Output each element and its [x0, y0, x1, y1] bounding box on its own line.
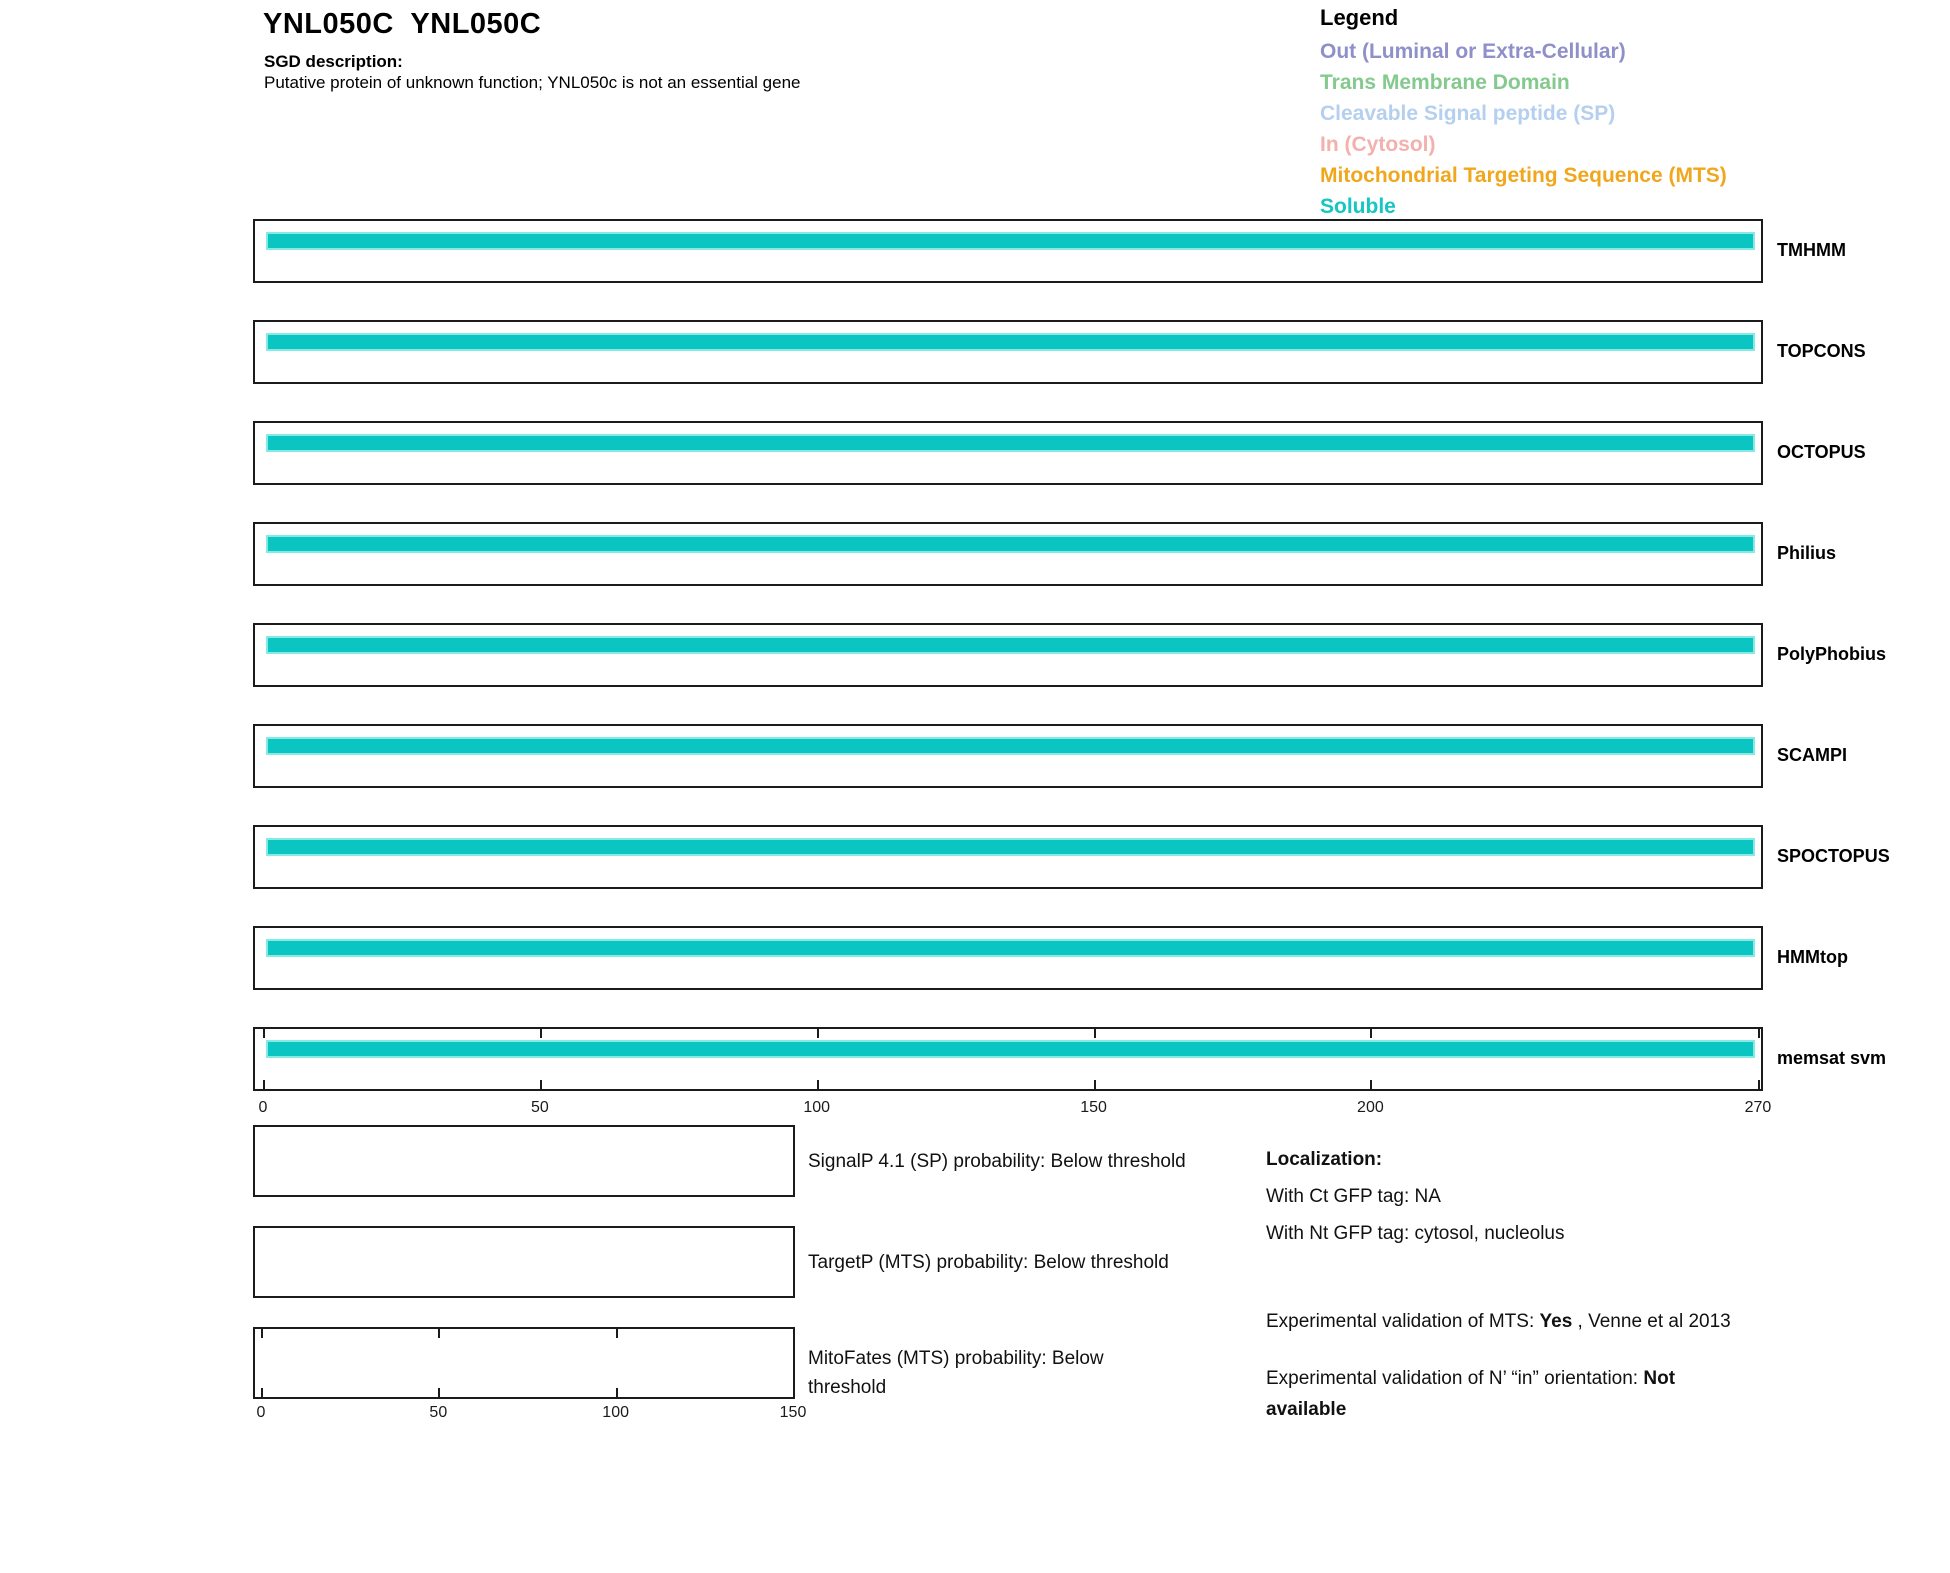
sub-axis-tick — [438, 1329, 440, 1338]
soluble-bar — [266, 636, 1755, 654]
track-label: SCAMPI — [1777, 745, 1848, 765]
axis-tick — [540, 1080, 542, 1089]
legend-entry: Soluble — [1320, 195, 1396, 218]
soluble-bar — [266, 737, 1755, 755]
sub-axis-tick — [261, 1329, 263, 1338]
legend-entry: Mitochondrial Targeting Sequence (MTS) — [1320, 164, 1727, 187]
localization-nt-gfp: With Nt GFP tag: cytosol, nucleolus — [1266, 1223, 1565, 1244]
legend-title: Legend — [1320, 5, 1399, 30]
axis-tick — [1094, 1029, 1096, 1038]
sub-axis-tick-label: 100 — [602, 1404, 630, 1421]
track-box — [253, 926, 1763, 990]
mts-validation-prefix: Experimental validation of MTS: — [1266, 1311, 1540, 1332]
probability-label: TargetP (MTS) probability: Below threshold — [808, 1252, 1169, 1273]
axis-tick — [817, 1029, 819, 1038]
orientation-validation-prefix: Experimental validation of N’ “in” orientation: — [1266, 1368, 1644, 1389]
orientation-validation-value: Not available — [1266, 1368, 1676, 1420]
track-box — [253, 1027, 1763, 1091]
axis-tick — [540, 1029, 542, 1038]
legend-entry: Trans Membrane Domain — [1320, 71, 1570, 94]
soluble-bar — [266, 333, 1755, 351]
soluble-bar — [266, 838, 1755, 856]
track-box — [253, 320, 1763, 384]
axis-tick-label: 200 — [1357, 1099, 1384, 1116]
localization-title: Localization: — [1266, 1149, 1383, 1170]
axis-tick — [1758, 1080, 1760, 1089]
sub-axis-tick — [793, 1388, 795, 1397]
soluble-bar — [266, 1040, 1755, 1058]
legend-entry: In (Cytosol) — [1320, 133, 1436, 156]
sub-axis-tick — [793, 1329, 795, 1338]
track-box — [253, 825, 1763, 889]
sgd-description-label: SGD description: — [264, 52, 403, 71]
gene-title: YNL050C YNL050C — [263, 8, 542, 40]
mts-validation-value: Yes — [1539, 1311, 1573, 1332]
soluble-bar — [266, 232, 1755, 250]
track-box — [253, 724, 1763, 788]
track-label: HMMtop — [1777, 947, 1848, 967]
axis-tick — [263, 1080, 265, 1089]
axis-tick-label: 150 — [1080, 1099, 1107, 1116]
axis-tick-label: 270 — [1744, 1099, 1772, 1116]
legend-entry: Out (Luminal or Extra-Cellular) — [1320, 40, 1626, 63]
axis-tick — [817, 1080, 819, 1089]
track-box — [253, 522, 1763, 586]
probability-box — [253, 1226, 795, 1298]
axis-tick — [1370, 1029, 1372, 1038]
soluble-bar — [266, 434, 1755, 452]
probability-label: SignalP 4.1 (SP) probability: Below threshold — [808, 1151, 1186, 1172]
localization-ct-gfp: With Ct GFP tag: NA — [1266, 1186, 1441, 1207]
sub-axis-tick — [616, 1329, 618, 1338]
track-label: OCTOPUS — [1777, 442, 1866, 462]
probability-box — [253, 1327, 795, 1399]
track-label: Philius — [1777, 543, 1837, 563]
axis-tick-label: 50 — [530, 1099, 549, 1116]
sub-axis-tick-label: 150 — [779, 1404, 807, 1421]
track-label: memsat svm — [1777, 1048, 1887, 1068]
axis-tick — [1094, 1080, 1096, 1089]
axis-tick-label: 0 — [258, 1099, 268, 1116]
axis-tick — [263, 1029, 265, 1038]
track-label: TMHMM — [1777, 240, 1846, 260]
track-label: TOPCONS — [1777, 341, 1866, 361]
sgd-description-text: Putative protein of unknown function; YNL050c is not an essential gene — [264, 73, 801, 92]
probability-label: MitoFates (MTS) probability: Below threshold — [808, 1348, 1104, 1398]
track-label: SPOCTOPUS — [1777, 846, 1890, 866]
sub-axis-tick-label: 50 — [429, 1404, 448, 1421]
axis-tick — [1370, 1080, 1372, 1089]
orientation-validation-line — [1266, 1363, 1754, 1425]
soluble-bar — [266, 939, 1755, 957]
soluble-bar — [266, 535, 1755, 553]
legend-entry: Cleavable Signal peptide (SP) — [1320, 102, 1616, 125]
sub-axis-tick — [438, 1388, 440, 1397]
track-box — [253, 421, 1763, 485]
axis-tick — [1758, 1029, 1760, 1038]
sub-axis-tick-label: 0 — [256, 1404, 266, 1421]
mts-validation-reference: , Venne et al 2013 — [1572, 1311, 1731, 1332]
sub-axis-tick — [261, 1388, 263, 1397]
track-label: PolyPhobius — [1777, 644, 1887, 664]
track-box — [253, 623, 1763, 687]
mts-validation-line — [1266, 1306, 1731, 1337]
track-box — [253, 219, 1763, 283]
sub-axis-tick — [616, 1388, 618, 1397]
axis-tick-label: 100 — [803, 1099, 831, 1116]
probability-box — [253, 1125, 795, 1197]
